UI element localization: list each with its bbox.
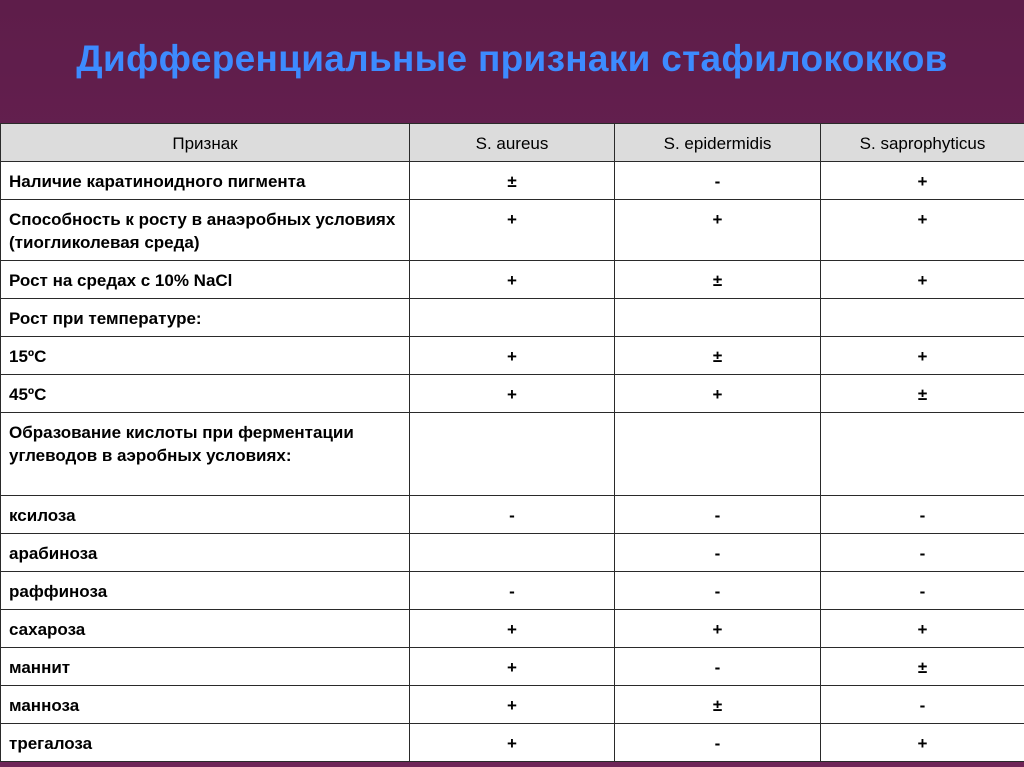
cell-s-aureus: + (410, 724, 615, 762)
table-row (1, 337, 1024, 375)
slide-title: Дифференциальные признаки стафилококков (76, 38, 948, 79)
cell-s-epidermidis: + (615, 610, 821, 648)
row-label: ксилоза (1, 496, 410, 534)
table-row (1, 610, 1024, 648)
row-label: раффиноза (1, 572, 410, 610)
cell-s-epidermidis: + (615, 375, 821, 413)
header-s-aureus: S. aureus (410, 124, 615, 162)
cell-s-aureus: + (410, 686, 615, 724)
row-label: 45ºC (1, 375, 410, 413)
cell-s-epidermidis (615, 413, 821, 496)
cell-s-aureus: - (410, 496, 615, 534)
cell-s-epidermidis: ± (615, 261, 821, 299)
table-row (1, 724, 1024, 762)
cell-s-epidermidis: - (615, 534, 821, 572)
cell-s-epidermidis: ± (615, 686, 821, 724)
cell-s-aureus (410, 534, 615, 572)
cell-s-saprophyticus: - (821, 686, 1024, 724)
cell-s-saprophyticus: - (821, 496, 1024, 534)
table-row (1, 534, 1024, 572)
row-label: маннит (1, 648, 410, 686)
header-s-epidermidis: S. epidermidis (615, 124, 821, 162)
cell-s-epidermidis: - (615, 648, 821, 686)
cell-s-saprophyticus (821, 413, 1024, 496)
row-label: манноза (1, 686, 410, 724)
cell-s-aureus: + (410, 610, 615, 648)
row-label: арабиноза (1, 534, 410, 572)
table-row (1, 686, 1024, 724)
row-label: Образование кислоты при ферментации углеводов в аэробных условиях: (1, 413, 410, 496)
row-label: Рост на средах с 10% NaCl (1, 261, 410, 299)
table-row (1, 299, 1024, 337)
cell-s-saprophyticus: ± (821, 648, 1024, 686)
cell-s-aureus: + (410, 337, 615, 375)
differential-features-table (0, 123, 1024, 762)
cell-s-saprophyticus: + (821, 261, 1024, 299)
table-row (1, 496, 1024, 534)
cell-s-aureus (410, 413, 615, 496)
table-row (1, 413, 1024, 496)
cell-s-aureus: + (410, 261, 615, 299)
cell-s-aureus: - (410, 572, 615, 610)
table-row (1, 200, 1024, 261)
cell-s-epidermidis (615, 299, 821, 337)
cell-s-aureus (410, 299, 615, 337)
cell-s-epidermidis: - (615, 572, 821, 610)
table-row (1, 648, 1024, 686)
cell-s-saprophyticus: + (821, 200, 1024, 261)
row-label: сахароза (1, 610, 410, 648)
cell-s-epidermidis: - (615, 162, 821, 200)
cell-s-epidermidis: - (615, 724, 821, 762)
row-label: трегалоза (1, 724, 410, 762)
table-row (1, 375, 1024, 413)
cell-s-aureus: + (410, 375, 615, 413)
row-label: Способность к росту в анаэробных условиях (тиогликолевая среда) (1, 200, 410, 261)
cell-s-epidermidis: ± (615, 337, 821, 375)
table-header-row (1, 124, 1024, 162)
cell-s-saprophyticus: ± (821, 375, 1024, 413)
cell-s-aureus: + (410, 648, 615, 686)
cell-s-saprophyticus: + (821, 724, 1024, 762)
cell-s-epidermidis: + (615, 200, 821, 261)
cell-s-saprophyticus: - (821, 534, 1024, 572)
row-label: 15ºC (1, 337, 410, 375)
header-feature: Признак (1, 124, 410, 162)
cell-s-saprophyticus: - (821, 572, 1024, 610)
table-row (1, 261, 1024, 299)
row-label: Рост при температуре: (1, 299, 410, 337)
row-label: Наличие каратиноидного пигмента (1, 162, 410, 200)
cell-s-aureus: + (410, 200, 615, 261)
cell-s-aureus: ± (410, 162, 615, 200)
cell-s-saprophyticus: + (821, 337, 1024, 375)
header-s-saprophyticus: S. saprophyticus (821, 124, 1024, 162)
table-row (1, 162, 1024, 200)
cell-s-epidermidis: - (615, 496, 821, 534)
cell-s-saprophyticus: + (821, 162, 1024, 200)
cell-s-saprophyticus: + (821, 610, 1024, 648)
table-row (1, 572, 1024, 610)
cell-s-saprophyticus (821, 299, 1024, 337)
